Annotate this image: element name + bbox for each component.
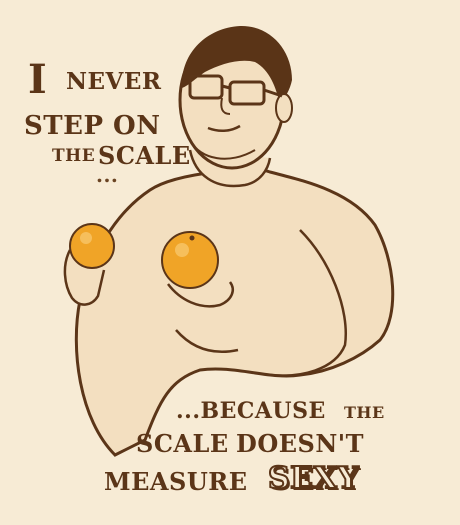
caption-sexy: SEXY: [268, 461, 360, 496]
caption-measure: MEASURE: [104, 467, 248, 496]
orange-right-icon: [162, 232, 218, 288]
man-ear: [276, 94, 292, 122]
caption-scale: SCALE: [98, 141, 191, 170]
caption-the-small: THE: [52, 146, 96, 166]
caption-step-on: STEP ON: [24, 111, 161, 141]
caption-doesnt: DOESN'T: [236, 429, 364, 458]
caption-the-small-2: THE: [344, 403, 385, 422]
caption-scale-2: SCALE: [136, 429, 229, 458]
caption-initial: I: [28, 56, 48, 103]
caption-never: NEVER: [66, 68, 162, 95]
orange-left-icon: [70, 224, 114, 268]
caption-because: ...BECAUSE: [176, 398, 326, 424]
caption-ellipsis: ...: [96, 163, 119, 187]
